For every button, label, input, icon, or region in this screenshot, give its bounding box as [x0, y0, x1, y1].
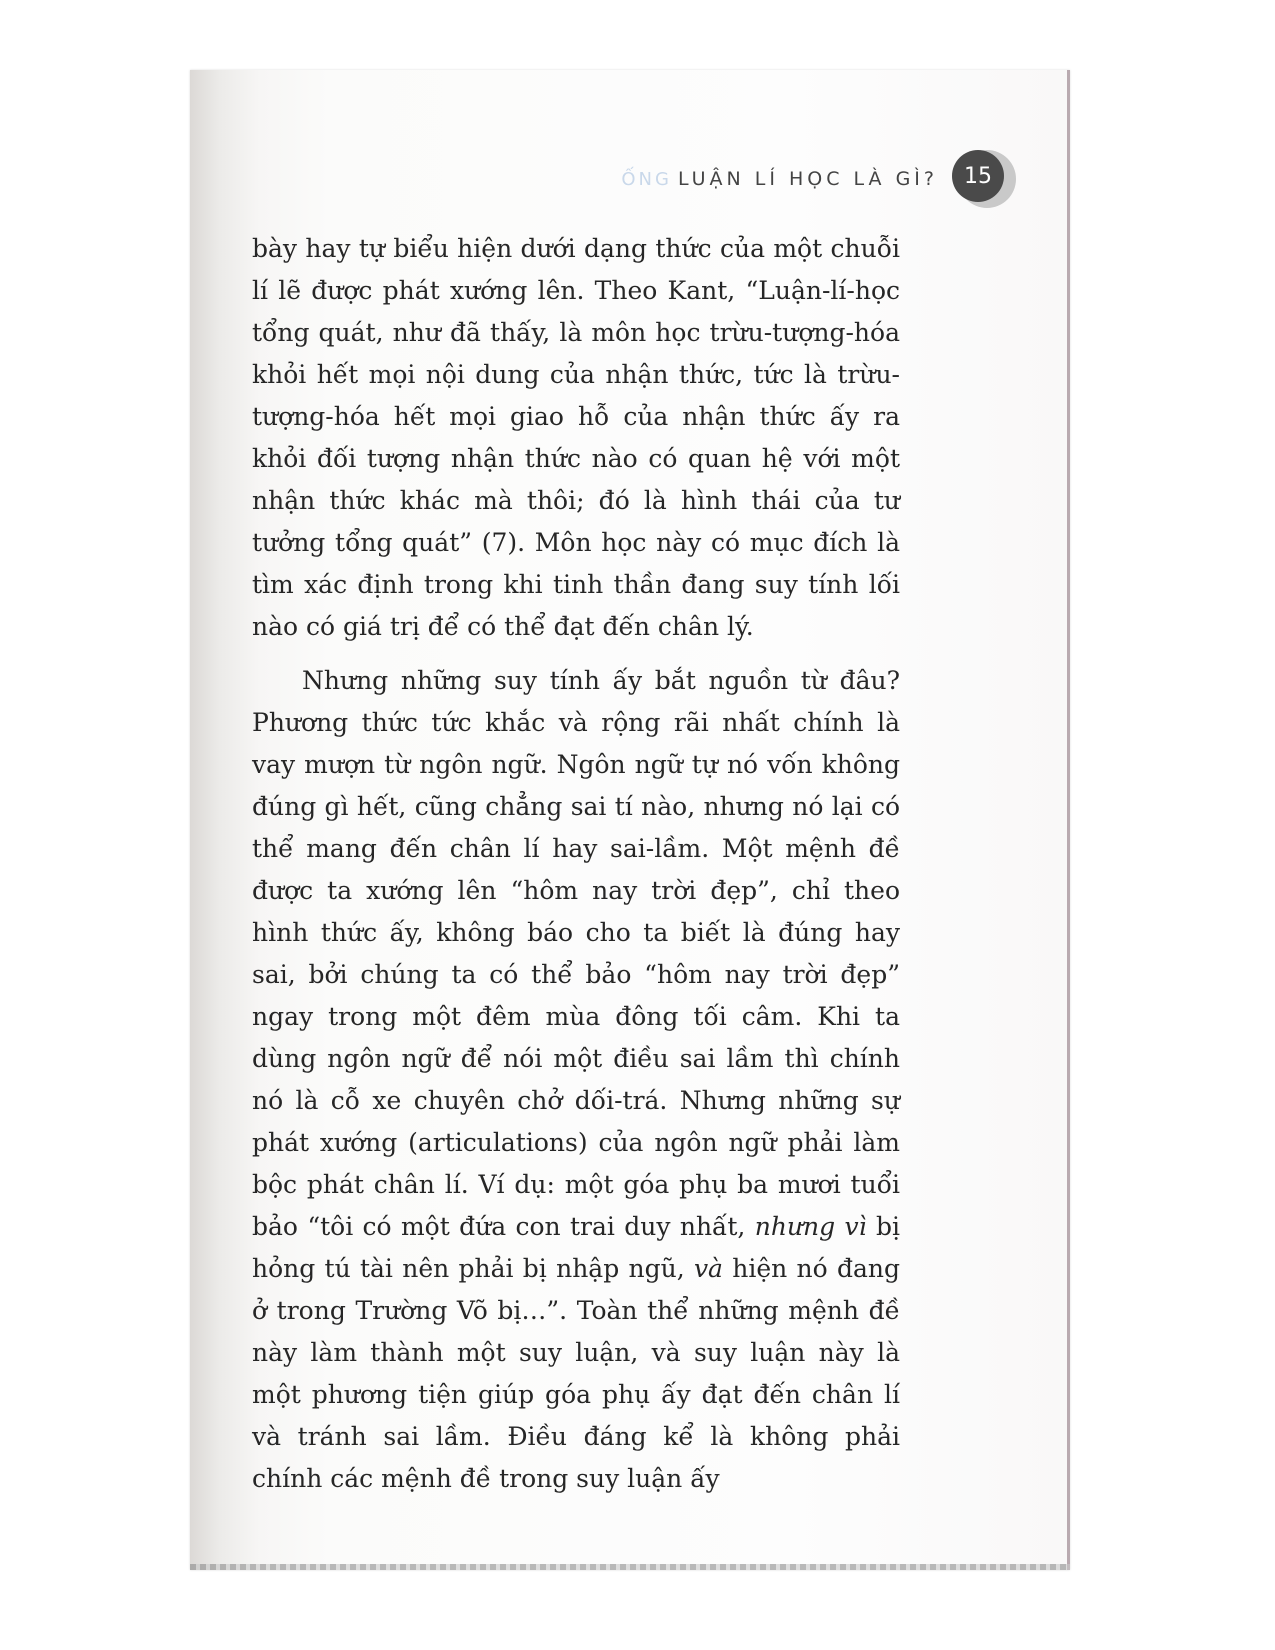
page-edge	[1067, 70, 1070, 1570]
text-run: Nhưng những suy tính ấy bắt nguồn từ đâu? Phương thức tức khắc và rộng rãi nhất chính là vay mượn từ ngôn ngữ. Ngôn ngữ tự nó vốn không đúng gì hết, cũng chẳng sai tí nào, nhưng nó lại có thể mang đến chân lí hay sai-lầm. Một mệnh đề được ta xướng lên “hôm nay trời đẹp”, chỉ theo hình thức ấy, không báo cho ta biết là đúng hay sai, bởi chúng ta có thể bảo “hôm nay trời đẹp” ngay trong một đêm mùa đông tối câm. Khi ta dùng ngôn ngữ để nói một điều sai lầm thì chính nó là cỗ xe chuyên chở dối-trá. Nhưng những sự phát xướng (articulations) của ngôn ngữ phải làm bộc phát chân lí. Ví dụ: một góa phụ ba mươi tuổi bảo “tôi có một đứa con trai duy nhất,	[252, 666, 900, 1241]
paragraph	[252, 660, 900, 1500]
emphasis-text: nhưng vì	[754, 1212, 867, 1241]
text-run: hiện nó đang ở trong Trường Võ bị…”. Toàn thể những mệnh đề này làm thành một suy luận, và suy luận này là một phương tiện giúp góa phụ ấy đạt đến chân lí và tránh sai lầm. Điều đáng kể là không phải chính các mệnh đề trong suy luận ấy	[252, 1254, 900, 1493]
running-header	[621, 150, 1010, 208]
emphasis-text: và	[693, 1254, 723, 1283]
running-title: LUẬN LÍ HỌC LÀ GÌ?	[677, 168, 938, 190]
paragraph: bày hay tự biểu hiện dưới dạng thức của một chuỗi lí lẽ được phát xướng lên. Theo Kant, “Luận-lí-học tổng quát, như đã thấy, là môn học trừu-tượng-hóa khỏi hết mọi nội dung của nhận thức, tức là trừu-tượng-hóa hết mọi giao hỗ của nhận thức ấy ra khỏi đối tượng nhận thức nào có quan hệ với một nhận thức khác mà thôi; đó là hình thái của tư tưởng tổng quát” (7). Môn học này có mục đích là tìm xác định trong khi tinh thần đang suy tính lối nào có giá trị để có thể đạt đến chân lý.	[252, 234, 900, 641]
body-text	[252, 228, 900, 1500]
page-number-badge	[952, 150, 1010, 208]
bleed-through-text: ỐNG	[621, 168, 672, 190]
page-number: 15	[952, 150, 1004, 202]
page-bottom-edge	[190, 1564, 1070, 1570]
text-run: bị hỏng tú tài nên phải bị nhập ngũ,	[252, 1212, 900, 1283]
book-page	[190, 70, 1070, 1570]
